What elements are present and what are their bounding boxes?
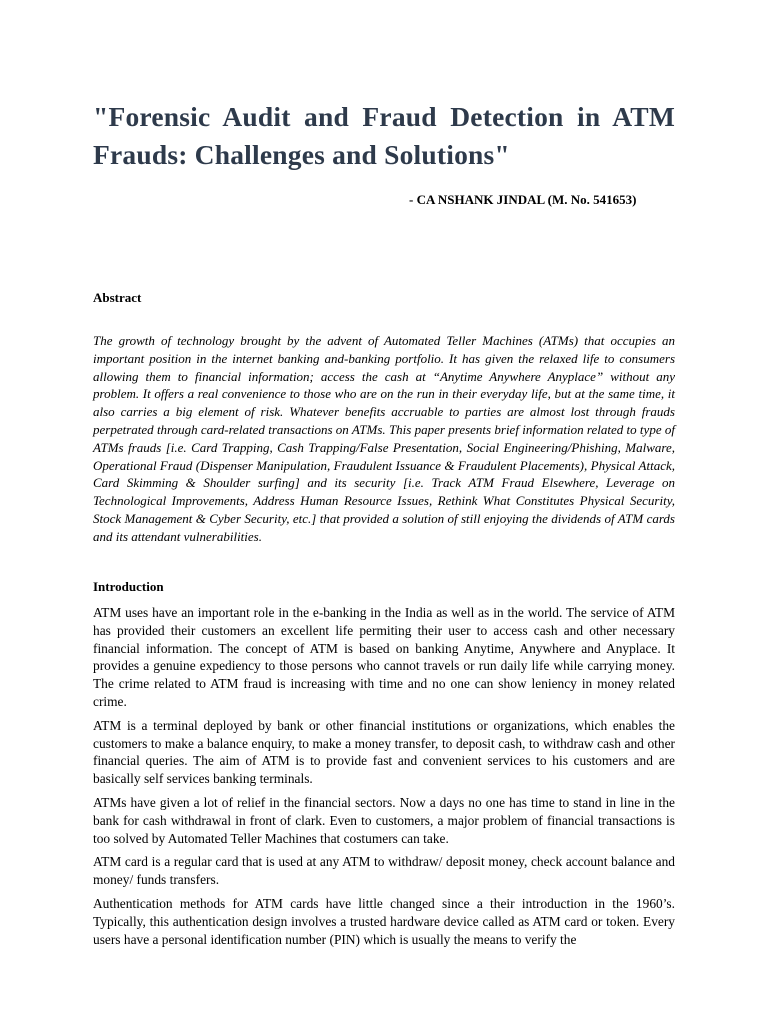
abstract-text: The growth of technology brought by the advent of Automated Teller Machines (ATMs) that occupies an important position in the internet banking and-banking portfolio. It has given the relaxed life to consumers allowing them to financial information; access the cash at “Anytime Anywhere Anyplace” without any problem. It offers a real convenience to those who are on the run in their everyday life, but at the same time, it also carries a big element of risk. Whatever benefits accruable to parties are almost lost through frauds perpetrated through card-related transactions on ATMs. This paper presents brief information related to type of ATMs frauds [i.e. Card Trapping, Cash Trapping/False Presentation, Social Engineering/Phishing, Malware, Operational Fraud (Dispenser Manipulation, Fraudulent Issuance & Fraudulent Placements), Physical Attack, Card Skimming & Shoulder surfing] and its security [i.e. Track ATM Fraud Elsewhere, Leverage on Technological Improvements, Address Human Resource Issues, Rethink What Constitutes Physical Security, Stock Management & Cyber Security, etc.] that provided a solution of still enjoying the dividends of ATM cards and its attendant vulnerabilities. [93, 333, 675, 544]
author-line: - CA NSHANK JINDAL (M. No. 541653) [409, 192, 637, 207]
intro-paragraph: ATM card is a regular card that is used at any ATM to withdraw/ deposit money, check account balance and money/ funds transfers. [93, 854, 675, 888]
intro-paragraph: ATM uses have an important role in the e-banking in the India as well as in the world. The service of ATM has provided their customers an excellent life permiting their user to access cash and other necessary financial information. The concept of ATM is based on banking Anytime, Anywhere and Anyplace. It provides a genuine expediency to those persons who cannot travels or run daily life while carrying money. The crime related to ATM fraud is increasing with time and no one can show leniency in money related crime. [93, 605, 675, 709]
introduction-section [93, 604, 675, 954]
intro-paragraph: ATMs have given a lot of relief in the financial sectors. Now a days no one has time to stand in line in the bank for cash withdrawal in front of clark. Even to customers, a major problem of financial transactions is too solved by Automated Teller Machines that costumers can take. [93, 794, 675, 846]
abstract-heading: Abstract [93, 290, 142, 305]
intro-paragraph: Authentication methods for ATM cards have little changed since a their introduction in the 1960’s. Typically, this authentication design involves a trusted hardware device called as ATM card or token. Every users have a personal identification number (PIN) which is usually the means to verify the [93, 895, 675, 947]
intro-paragraph: ATM is a terminal deployed by bank or other financial institutions or organizations, which enables the customers to make a balance enquiry, to make a money transfer, to deposit cash, to withdraw cash and other financial queries. The aim of ATM is to provide fast and convenient services to his customers and are basically self services banking terminals. [93, 717, 675, 787]
introduction-heading: Introduction [93, 579, 164, 594]
paper-title: "Forensic Audit and Fraud Detection in ATM Frauds: Challenges and Solutions" [93, 101, 675, 170]
